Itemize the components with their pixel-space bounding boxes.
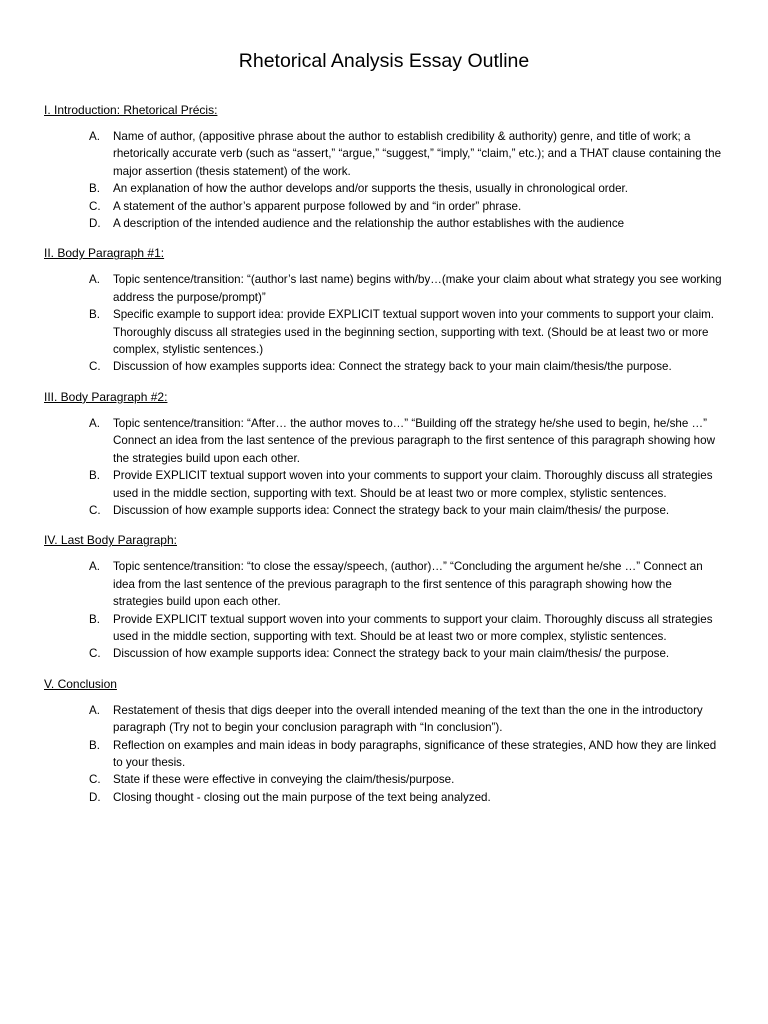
outline-list (44, 415, 724, 519)
item-letter: A. (89, 130, 100, 143)
outline-item (89, 558, 724, 610)
item-letter: B. (89, 738, 100, 752)
item-text: Provide EXPLICIT textual support woven into your comments to support your claim. Thoroughly discuss all strategies used in the middle section, supporting with text. Should be at least two or more complex, stylistic sentences. (113, 469, 713, 500)
outline-item (89, 415, 724, 467)
outline-item (89, 789, 724, 806)
item-letter: D. (89, 790, 101, 804)
item-letter: D. (89, 217, 101, 231)
item-text: Closing thought - closing out the main purpose of the text being analyzed. (113, 790, 491, 804)
outline-item (89, 180, 724, 197)
outline-list (44, 128, 724, 232)
section-introduction (44, 103, 724, 232)
section-conclusion (44, 677, 724, 806)
section-heading: IV. Last Body Paragraph: (44, 533, 177, 548)
outline-item (89, 771, 724, 788)
item-text: An explanation of how the author develops and/or supports the thesis, usually in chronological order. (113, 182, 628, 196)
outline-list (44, 271, 724, 375)
section-body-paragraph-2 (44, 390, 724, 519)
item-letter: A. (89, 560, 100, 574)
outline-item (89, 645, 724, 662)
section-body-paragraph-1 (44, 246, 724, 375)
item-letter: A. (89, 703, 100, 717)
document-title: Rhetorical Analysis Essay Outline (238, 50, 530, 72)
outline-item (89, 358, 724, 375)
item-text: Discussion of how examples supports idea: Connect the strategy back to your main claim/thesis/the purpose. (113, 360, 672, 374)
item-letter: B. (89, 469, 100, 483)
item-letter: C. (89, 199, 101, 213)
item-letter: C. (89, 360, 101, 374)
outline-item (89, 737, 724, 772)
item-text: A statement of the author’s apparent purpose followed by and “in order” phrase. (113, 199, 522, 213)
item-text: Topic sentence/transition: “to close the essay/speech, (author)…” “Concluding the argument he/she …” Connect an idea from the last sentence of the previous paragraph to the first sentence of this paragraph showing how the strategies build upon each other. (113, 560, 703, 609)
item-letter: A. (89, 273, 100, 287)
outline-item (89, 128, 724, 180)
outline-list (44, 558, 724, 662)
outline-item (89, 306, 724, 358)
outline-item (89, 271, 724, 306)
item-letter: C. (89, 647, 101, 661)
item-text: Reflection on examples and main ideas in body paragraphs, significance of these strategies, AND how they are linked to your thesis. (113, 738, 717, 769)
item-text: Topic sentence/transition: “(author’s last name) begins with/by…(make your claim about what strategy you see working address the purpose/prompt)” (113, 273, 722, 304)
outline-item (89, 215, 724, 232)
item-text: Specific example to support idea: provide EXPLICIT textual support woven into your comments to support your claim. Thoroughly discuss all strategies used in the beginning section, supporting with text. (Should be at least two or more complex, stylistic sentences.) (113, 308, 715, 357)
section-heading: III. Body Paragraph #2: (44, 389, 168, 404)
item-text: State if these were effective in conveying the claim/thesis/purpose. (113, 773, 455, 787)
item-letter: C. (89, 503, 101, 517)
item-text: Restatement of thesis that digs deeper into the overall intended meaning of the text than the one in the introductory paragraph (Try not to begin your conclusion paragraph with “In conclusion”). (113, 703, 703, 735)
item-text: Topic sentence/transition: “After… the author moves to…” “Building off the strategy he/she used to begin, he/she …” Connect an idea from the last sentence of the previous paragraph to the first sentence of this paragraph showing how the strategies build upon each other. (113, 416, 715, 465)
item-text: Discussion of how example supports idea: Connect the strategy back to your main claim/thesis/ the purpose. (113, 647, 670, 661)
outline-item (89, 467, 724, 502)
item-letter: B. (89, 182, 100, 196)
section-heading: I. Introduction: Rhetorical Précis: (44, 103, 218, 117)
section-heading: II. Body Paragraph #1: (44, 246, 165, 261)
outline-list (44, 702, 724, 806)
item-letter: A. (89, 416, 100, 430)
item-text: Name of author, (appositive phrase about the author to establish credibility & authority) genre, and title of work; a rhetorically accurate verb (such as “assert,” “argue,” “suggest,” “imply,” “claim,” etc.); and a THAT clause containing the major assertion (thesis statement) of the work. (113, 130, 722, 178)
outline-item (89, 611, 724, 646)
outline-item (89, 702, 724, 737)
outline-item (89, 502, 724, 519)
item-letter: B. (89, 612, 100, 626)
item-text: Provide EXPLICIT textual support woven into your comments to support your claim. Thoroughly discuss all strategies used in the middle section, supporting with text. Should be at least two or more complex, stylistic sentences. (113, 612, 713, 643)
item-letter: B. (89, 308, 100, 322)
item-text: Discussion of how example supports idea: Connect the strategy back to your main claim/thesis/ the purpose. (113, 503, 670, 517)
item-letter: C. (89, 773, 101, 787)
section-heading: V. Conclusion (44, 676, 117, 691)
outline-item (89, 198, 724, 215)
item-text: A description of the intended audience and the relationship the author establishes with the audience (113, 217, 625, 231)
section-last-body-paragraph (44, 533, 724, 662)
